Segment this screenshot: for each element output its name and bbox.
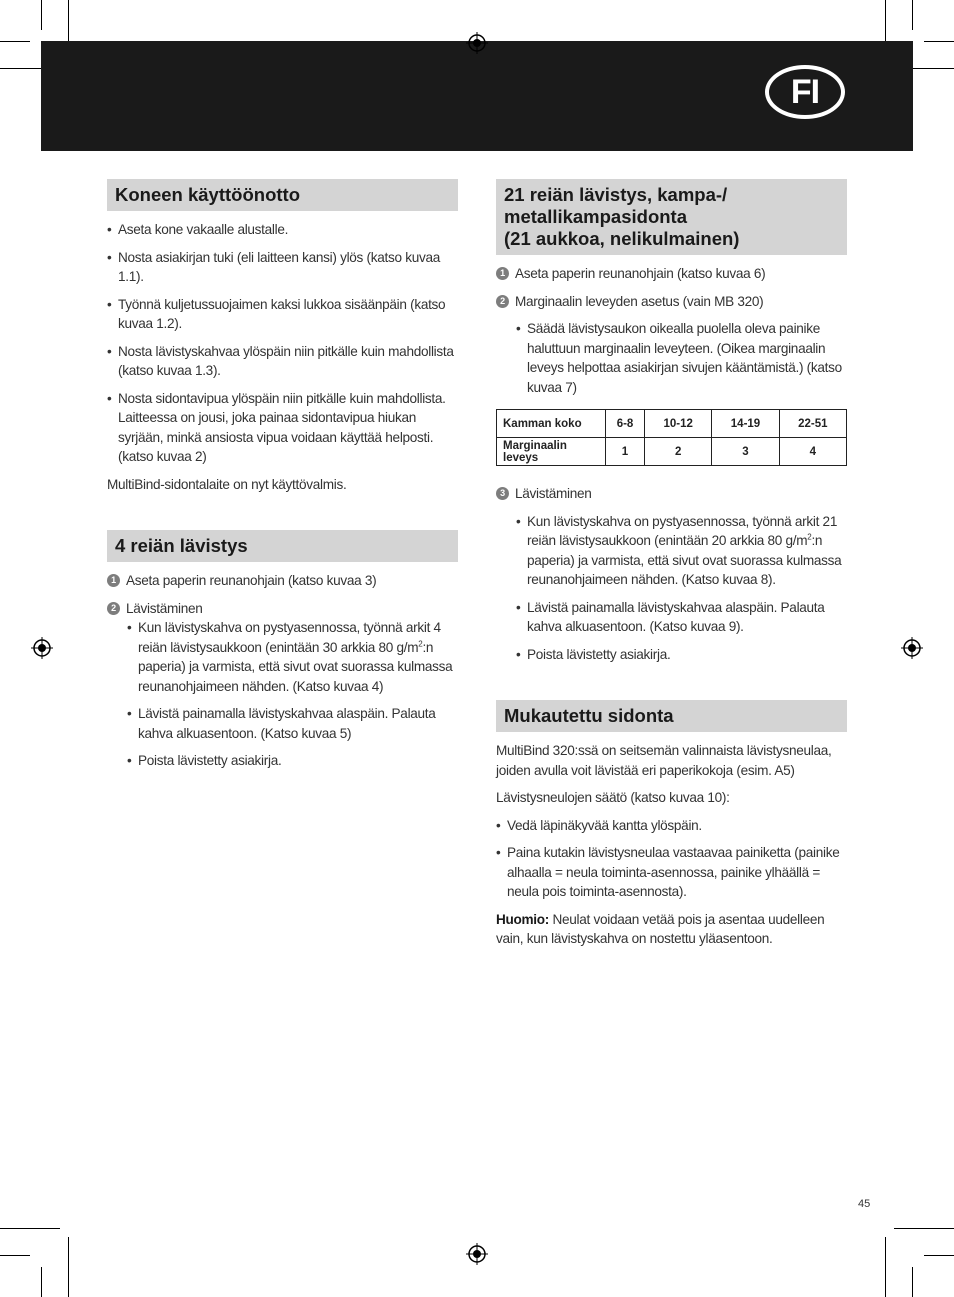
table-cell: 14-19 [712,410,779,438]
list-item: • Nosta sidontavipua ylöspäin niin pitkälle kuin mahdollista. Laitteessa on jousi, joka painaa sidontavipua hiukan syrjään, minkä ansiosta vipua voidaan käyttää helposti. (katso kuvaa 2) [107,389,458,467]
crop-mark [68,1237,69,1297]
section-heading-4-hole: 4 reiän lävistys [107,530,458,562]
list-item: • Vedä läpinäkyvää kantta ylöspäin. [496,816,847,836]
step-number-badge: 2 [107,602,120,615]
list-item: • Poista lävistetty asiakirja. [127,751,458,771]
left-column [107,179,458,779]
crop-mark [0,1255,30,1256]
list-item: • Nosta asiakirjan tuki (eli laitteen kansi) ylös (katso kuvaa 1.1). [107,248,458,287]
body-text: Lävistysneulojen säätö (katso kuvaa 10): [496,790,730,805]
section-heading-custom-binding: Mukautettu sidonta [496,700,847,732]
table-cell: 2 [645,438,712,466]
step-number-badge: 3 [496,487,509,500]
crop-mark [0,41,30,42]
step-text: Lävistäminen [126,600,203,616]
section-heading-21-hole: 21 reiän lävistys, kampa-/ metallikampasidonta (21 aukkoa, nelikulmainen) [496,179,847,255]
list-item: • Paina kutakin lävistysneulaa vastaavaa painiketta (painike alhaalla = neula toiminta-asennossa, painike ylhäällä = neula pois toiminta-asennosta). [496,843,847,902]
table-cell: 22-51 [779,410,846,438]
table-cell: 4 [779,438,846,466]
crop-mark [912,0,913,30]
list-item: • Työnnä kuljetussuojaimen kaksi lukkoa sisäänpäin (katso kuvaa 1.2). [107,295,458,334]
table-cell: Marginaalin leveys [497,438,606,466]
crop-mark [885,1237,886,1297]
step-item [496,484,847,504]
step-text: Lävistäminen [515,486,592,501]
crop-mark [894,1228,954,1229]
table-row [497,438,847,466]
right-column [496,179,847,957]
list-item: • Aseta kone vakaalle alustalle. [107,220,458,240]
ready-text: MultiBind-sidontalaite on nyt käyttövalmis. [107,476,347,492]
step-item [107,599,458,619]
crop-mark [0,1228,60,1229]
table-cell: 1 [606,438,645,466]
list-item: • Kun lävistyskahva on pystyasennossa, työnnä arkit 21 reiän lävistysaukkoon (enintään 20 arkkia 80 $g/m^2:n$ paperia) ja varmista, että sivut ovat suorassa kulmassa reunanohjaimeen nähden. (Katso kuvaa 8). [516,512,847,590]
crop-mark [41,1267,42,1297]
table-cell: Kamman koko [497,410,606,438]
list-item: • Nosta lävistyskahvaa ylöspäin niin pitkälle kuin mahdollista (katso kuvaa 1.3). [107,342,458,381]
page-number: 45 [858,1198,871,1210]
list-item: • Poista lävistetty asiakirja. [516,645,847,665]
list-item: • Lävistä painamalla lävistyskahvaa alaspäin. Palauta kahva alkuasentoon. (Katso kuvaa 9). [516,598,847,637]
step-item [496,292,847,312]
step-item [107,571,458,591]
step-item [496,264,847,284]
list-item: • Säädä lävistysaukon oikealla puolella oleva painike haluttuun marginaalin leveyteen. (Oikea marginaalin leveys helpottaa asiakirjan sivujen kääntämistä.) (katso kuvaa 7) [516,319,847,397]
registration-mark-icon [466,1243,488,1265]
table-cell: 6-8 [606,410,645,438]
step-text: Marginaalin leveyden asetus (vain MB 320) [515,293,764,309]
step-number-badge: 2 [496,295,509,308]
crop-mark [924,41,954,42]
crop-mark [41,0,42,30]
step-number-badge: 1 [496,267,509,280]
list-item: • Kun lävistyskahva on pystyasennossa, työnnä arkit 4 reiän lävistysaukkoon (enintään 30 arkkia 80 $g/m^2:n$ paperia) ja varmista, että sivut ovat suorassa kulmassa reunanohjaimeen nähden. (Katso kuvaa 4) [127,618,458,696]
section-heading-setup: Koneen käyttöönotto [107,179,458,211]
table-cell: 3 [712,438,779,466]
list-item: • Lävistä painamalla lävistyskahvaa alaspäin. Palauta kahva alkuasentoon. (Katso kuvaa 5) [127,704,458,743]
language-badge: FI [765,65,845,119]
note-text: Huomio: Neulat voidaan vetää pois ja asentaa uudelleen vain, kun lävistyskahva on nostettu yläasentoon. [496,911,825,946]
table-cell: 10-12 [645,410,712,438]
body-text: MultiBind 320:ssä on seitsemän valinnaista lävistysneulaa, joiden avulla voit lävistää eri paperikokoja (esim. A5) [496,743,832,778]
margin-width-table [496,409,847,466]
step-text: Aseta paperin reunanohjain (katso kuvaa 6) [515,266,766,281]
registration-mark-icon [31,637,53,659]
header-band [41,41,913,151]
registration-mark-icon [901,637,923,659]
step-text: Aseta paperin reunanohjain (katso kuvaa 3) [126,573,377,588]
crop-mark [924,1255,954,1256]
crop-mark [912,1267,913,1297]
table-row [497,410,847,438]
step-number-badge: 1 [107,574,120,587]
registration-mark-icon [466,32,488,54]
